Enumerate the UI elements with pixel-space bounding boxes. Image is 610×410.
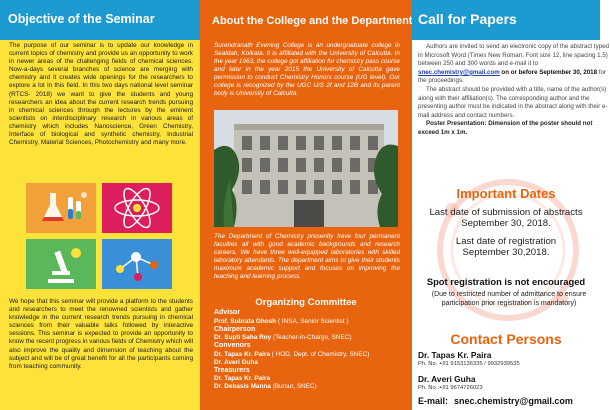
member-name: Prof. Subrata Ghosh: [214, 317, 277, 325]
abstract-deadline: [412, 208, 600, 229]
registration-deadline: [412, 237, 600, 258]
papers-banner: [412, 0, 600, 40]
abstract-deadline-date: September 30, 2018.: [461, 217, 551, 229]
atom-illustration: [102, 183, 172, 233]
committee-member: [214, 351, 410, 359]
important-dates-title: Important Dates: [456, 186, 556, 201]
objective-panel: [0, 0, 200, 410]
contact-person: [418, 351, 600, 368]
committee-role: Treasurers: [214, 366, 250, 374]
member-note: ( HOD, Dept. of Chemistry, SNEC): [270, 350, 370, 358]
member-note: (Bursur, SNEC): [270, 383, 317, 390]
contact-email: [418, 396, 573, 406]
spot-registration-title: Spot registration is not encouraged: [426, 276, 586, 287]
college-panel: [200, 0, 412, 410]
papers-description: [418, 43, 610, 138]
objective-banner: [0, 0, 200, 40]
papers-paragraph-1: [418, 43, 610, 86]
committee-role: Convenors: [214, 342, 251, 349]
objective-title: Objective of the Seminar: [8, 12, 155, 26]
committee-member: [214, 375, 410, 383]
member-name: Dr. Supti Saha Roy: [214, 334, 272, 341]
committee-title: Organizing Committee: [255, 297, 357, 308]
contact-person: [418, 375, 600, 392]
contact-name: Dr. Tapas Kr. Paira: [418, 350, 492, 360]
papers-text: Authors are invited to send an electronic copy of the abstract typed in Microsoft Word (Times New Roman, Font size 12, line spacing 1.5) between 250 and 300 words and e-mail it to: [418, 43, 609, 68]
member-note: (Teacher-in-Charge, SNEC): [271, 334, 352, 341]
committee-role: Chairperson: [214, 325, 256, 333]
email-link[interactable]: snec.chemistry@gmail.com: [454, 396, 573, 406]
member-name: Dr. Tapas Kr. Paira: [214, 375, 271, 382]
objective-paragraph-1: The purpose of our seminar is to update our knowledge in current topics of chemistry and provide us an opportunity to work in newer areas of the challenging fields of chemical sciences. Now-a-days several branches of science are merging with chemistry and it creates wide openings for the researchers to explore a lot in this field. In this two days national level seminar (RTCS- 2018) we want to give the students and young researchers an idea about the current research trends pursuing in chemical sciences through the lectures by the eminent scientists on interdisciplinary research in various areas of chemistry which includes Nanoscience, Green Chemistry, Interface of biological and synthetic chemistry, Industrial Chemistry, Material Sciences, Photochemistry and many more.: [9, 42, 193, 147]
lab-flask-illustration: [26, 183, 96, 233]
committee-member: [214, 334, 410, 342]
papers-title: Call for Papers: [418, 11, 517, 27]
committee-member: [214, 318, 410, 326]
abstract-deadline-label: Last date of submission of abstracts: [429, 207, 583, 218]
contact-name: Dr. Averi Guha: [418, 374, 476, 384]
contact-persons-title: Contact Persons: [450, 331, 562, 347]
papers-paragraph-2: The abstract should be provided with a title, name of the author(s) along with their affiliation(s). The corresponding author and the presenting author must be indicated in the abstract along with their e-mail address and contact numbers.: [418, 85, 608, 119]
committee-member: [214, 383, 410, 391]
college-banner: [200, 0, 412, 40]
objective-paragraph-2: We hope that this seminar will provide a platform to the students and researchers to meet the renowned scientists and gather knowledge in the current research trends pursuing in chemical sciences from their valuable talks followed by interactive sessions. This seminar is expected to provide an opportunity to know the recent progress in various fields of Chemistry which will also improve the quality and dimension of teaching about the subject and will be of great benefit for all the participants coming from teaching community.: [9, 298, 193, 370]
microscope-illustration: [26, 239, 96, 289]
committee-member: [214, 359, 410, 367]
member-note: ( INSA, Senior Scientist ): [276, 317, 349, 325]
college-title: About the College and the Department: [212, 15, 413, 27]
chemistry-illustrations: [26, 183, 174, 291]
committee-list: [214, 309, 410, 391]
member-name: Dr. Debasis Manna: [214, 383, 271, 390]
email-label: E-mail:: [418, 396, 449, 406]
spot-registration-note: (Due to restricted number of admittance to ensure participation prior registration is mandatory): [431, 291, 587, 307]
molecule-illustration: [102, 239, 172, 289]
member-name: Dr. Averi Guha: [214, 358, 258, 366]
call-for-papers-panel: [412, 0, 609, 410]
decorative-ring-graphic: [412, 180, 600, 340]
papers-text: for the proceedings.: [418, 68, 606, 85]
registration-deadline-label: Last date of registration: [455, 236, 557, 247]
college-paragraph: Surendranath Evening College is an undergraduate college in Sealdah, Kolkata. It is affiliated with the University of Calcutta. In the year 1963, the college got affiliation for chemistry pass course and later in the year 2015 the University of Calcutta gave permission to conduct Chemistry Honors course (UG level). Our college is recognized by the UGC U/S 2f and 12B and its parent body is University of Calcutta.: [214, 42, 400, 97]
submission-email-link[interactable]: snec.chemistry@gmail.com: [418, 68, 500, 76]
department-paragraph: The Department of Chemistry presently have four permanent faculties all with good academic backgrounds and research careers. We have three well-equipped laboratories with skilled laboratory attendants. The department aims to give their students maximum academic support and focuses on improving the teaching and learning process.: [214, 233, 400, 280]
registration-deadline-date: September 30,2018.: [462, 246, 550, 258]
poster-note: Poster Presentation: Dimension of the poster should not exceed 1m x 1m.: [418, 120, 593, 136]
college-building-photo: [214, 110, 398, 227]
committee-role: Advisor: [214, 309, 241, 316]
contact-phone: Ph. No. +91 9153136335 / 9932939535: [418, 360, 520, 367]
deadline-text: on or before September 30, 2018: [499, 68, 598, 76]
member-name: Dr. Tapas Kr. Paira: [214, 350, 271, 358]
contact-phone: Ph. No.:+91 9674726023: [418, 384, 483, 391]
